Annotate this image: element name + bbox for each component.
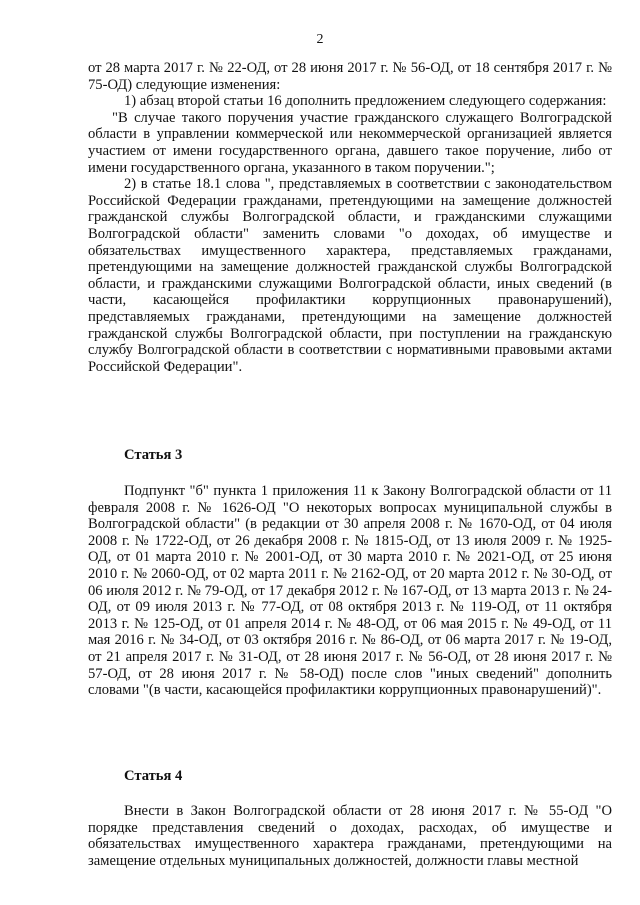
article-3-body: [88, 483, 612, 699]
page-number: 2: [316, 32, 324, 47]
article-4-heading: Статья 4: [124, 768, 183, 784]
amendments-block: [88, 60, 612, 375]
article-3-heading: Статья 3: [124, 447, 183, 463]
item-1-paragraph: 1) абзац второй статьи 16 дополнить предложением следующего содержания:: [124, 93, 607, 110]
article-4-body: [88, 803, 612, 869]
article-3-paragraph: Подпункт "б" пункта 1 приложения 11 к Закону Волгоградской области от 11 февраля 2008 г. № 1626-ОД "О некоторых вопросах муниципальной службы в Волгоградской области" (в редакции от 30 апреля 2008 г. № 1670-ОД, от 04 июля 2008 г. № 1722-ОД, от 26 декабря 2008 г. № 1815-ОД, от 13 июля 2009 г. № 1925-ОД, от 01 марта 2010 г. № 2001-ОД, от 30 марта 2010 г. № 2021-ОД, от 25 июня 2010 г. № 2060-ОД, от 02 марта 2011 г. № 2162-ОД, от 20 марта 2012 г. № 30-ОД, от 06 июля 2012 г. № 79-ОД, от 17 декабря 2012 г. № 167-ОД, от 13 марта 2013 г. № 24-ОД, от 09 июля 2013 г. № 77-ОД, от 08 октября 2013 г. № 119-ОД, от 11 октября 2013 г. № 125-ОД, от 01 апреля 2014 г. № 48-ОД, от 06 мая 2015 г. № 49-ОД, от 11 мая 2016 г. № 34-ОД, от 03 октября 2016 г. № 86-ОД, от 06 марта 2017 г. № 19-ОД, от 21 апреля 2017 г. № 31-ОД, от 28 июня 2017 г. № 56-ОД, от 28 июня 2017 г. № 57-ОД, от 28 июня 2017 г. № 58-ОД) после слов "иных сведений" дополнить словами "(в части, касающейся профилактики коррупционных правонарушений)".: [88, 483, 612, 699]
intro-paragraph: от 28 марта 2017 г. № 22-ОД, от 28 июня 2017 г. № 56-ОД, от 18 сентября 2017 г. № 75-ОД) следующие изменения:: [88, 60, 612, 93]
article-4-paragraph: Внести в Закон Волгоградской области от 28 июня 2017 г. № 55-ОД "О порядке представления сведений о доходах, расходах, об имуществе и обязательствах имущественного характера гражданами, претендующими на замещение отдельных муниципальных должностей, должности главы местной: [88, 803, 612, 869]
quote-paragraph: "В случае такого поручения участие гражданского служащего Волгоградской области в управлении коммерческой или некоммерческой организацией является участием от имени государственного органа, давшего такое поручение, либо от имени государственного органа, указанного в таком поручении.";: [88, 109, 612, 176]
item-2-paragraph: 2) в статье 18.1 слова ", представляемых в соответствии с законодательством Российской Федерации гражданами, претендующими на замещение должностей гражданской службы Волгоградской области, и гражданскими служащими Волгоградской области" заменить словами "о доходах, об имуществе и обязательствах имущественного характера, представляемых гражданами, претендующими на замещение должностей гражданской службы Волгоградской области, и гражданскими служащими Волгоградской области, иных сведений (в части, касающейся профилактики коррупционных правонарушений), представляемых гражданами, претендующими на замещение должностей гражданской службы Волгоградской области, при поступлении на гражданскую службу Волгоградской области в соответствии с нормативными правовыми актами Российской Федерации".: [88, 176, 612, 375]
